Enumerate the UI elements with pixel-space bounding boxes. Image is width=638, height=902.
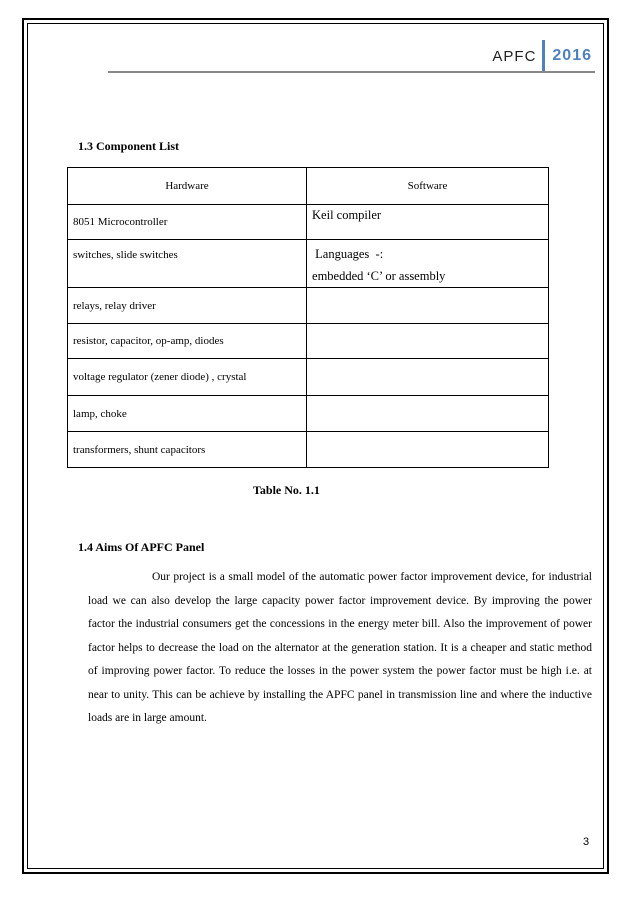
header-rule — [108, 71, 595, 73]
table-row — [68, 288, 549, 324]
section-heading-component-list: 1.3 Component List — [78, 139, 180, 153]
table-row — [68, 432, 549, 468]
table-row — [68, 205, 549, 240]
table-row — [68, 396, 549, 432]
software-languages-value: embedded ‘C’ or assembly — [312, 269, 446, 283]
table-cell-hardware: relays, relay driver — [68, 288, 307, 324]
table-row — [68, 359, 549, 396]
table-cell-hardware: resistor, capacitor, op-amp, diodes — [68, 324, 307, 359]
table-cell-hardware: 8051 Microcontroller — [68, 205, 307, 240]
table-cell-software — [307, 359, 549, 396]
software-languages-label: Languages -: — [312, 247, 384, 261]
table-cell-software — [307, 324, 549, 359]
table-cell-software — [307, 432, 549, 468]
page-number: 3 — [583, 836, 590, 848]
table-header-software: Software — [307, 168, 549, 205]
table-cell-hardware: transformers, shunt capacitors — [68, 432, 307, 468]
table-row — [68, 240, 549, 288]
table-cell-hardware: lamp, choke — [68, 396, 307, 432]
table-row — [68, 324, 549, 359]
header-year: 2016 — [552, 47, 592, 64]
table-cell-software — [307, 240, 549, 288]
aims-paragraph-text: Our project is a small model of the automatic power factor improvement device, for industrial load we can also develop the large capacity power factor improvement device. By improving the power factor the industrial consumers get the concessions in the energy meter bill. Also the improvement of power factor helps to decrease the load on the alternator at the generation station. It is a cheaper and static method of improving power factor. To reduce the losses in the power system the power factor must be high i.e. at near to unity. This can be achieve by installing the APFC panel in transmission line and where the inductive loads are in large amount. — [88, 571, 592, 724]
page-header — [492, 40, 592, 72]
table-cell-hardware: voltage regulator (zener diode) , crystal — [68, 359, 307, 396]
header-title: APFC — [492, 48, 537, 65]
table-header-hardware: Hardware — [68, 168, 307, 205]
table-cell-software — [307, 288, 549, 324]
table-cell-software: Keil compiler — [307, 205, 549, 240]
table-header-row — [68, 168, 549, 205]
component-table — [67, 167, 549, 468]
aims-paragraph — [88, 566, 592, 731]
table-cell-hardware: switches, slide switches — [68, 240, 307, 288]
table-cell-software — [307, 396, 549, 432]
table-caption: Table No. 1.1 — [253, 483, 320, 497]
section-heading-aims: 1.4 Aims Of APFC Panel — [78, 540, 205, 554]
